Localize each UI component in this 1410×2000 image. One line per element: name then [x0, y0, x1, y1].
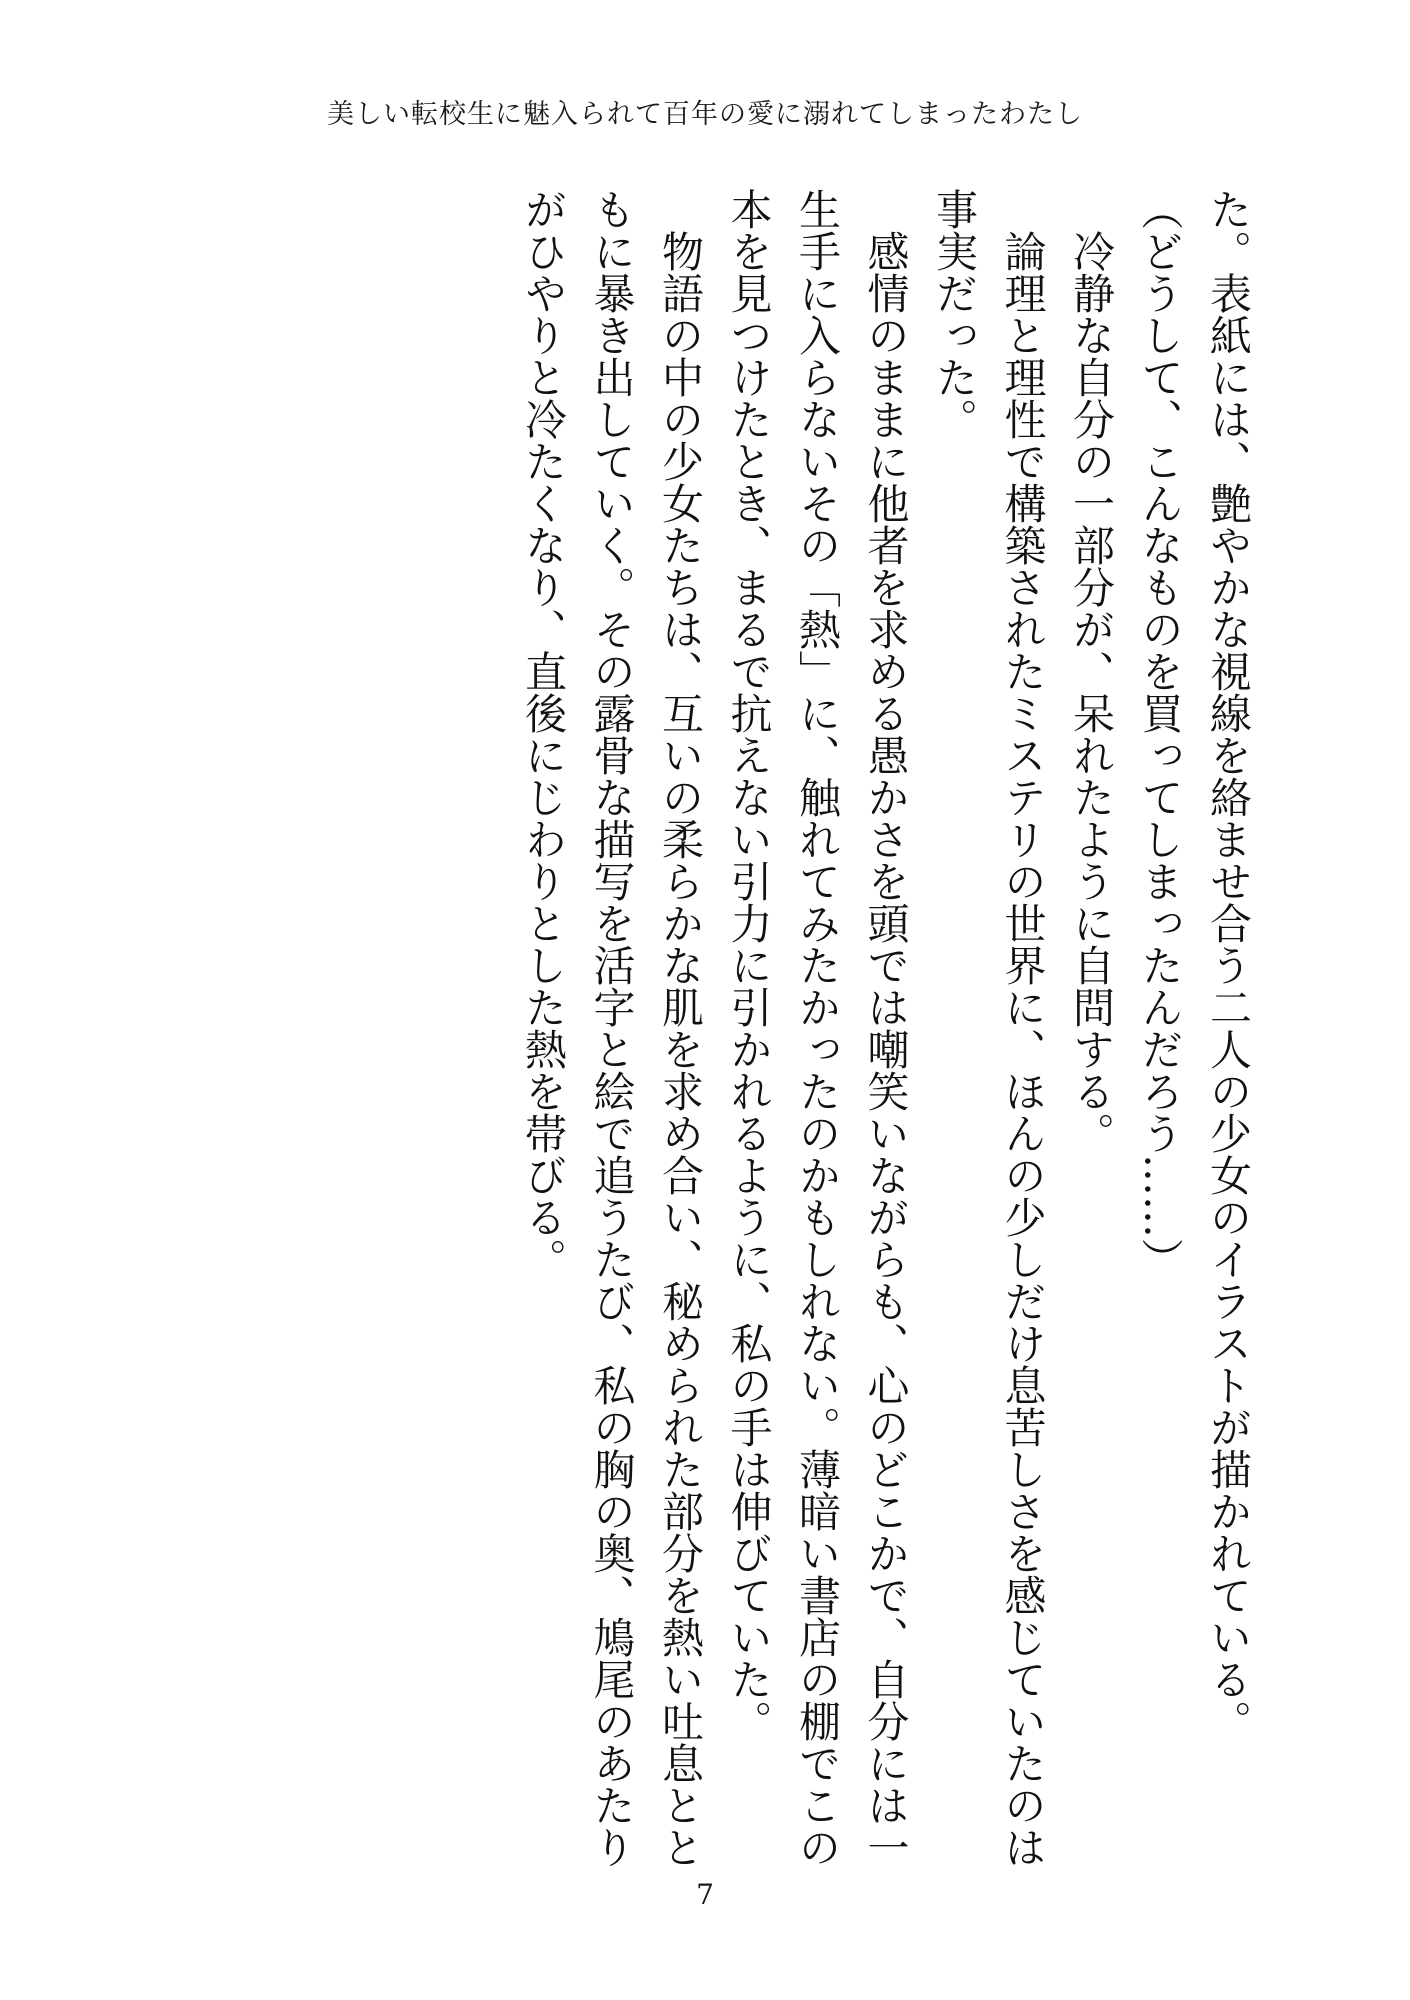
paragraph-continuation: た。表紙には、艶やかな視線を絡ませ合う二人の少女のイラストが描かれている。 [1204, 188, 1253, 1742]
paragraph: 感情のままに他者を求める愚かさを頭では嘲笑いながらも、心のどこかで、自分には一生手に入らないその「熱」に、触れてみたかったのかもしれない。薄暗い書店の棚でこの本を見つけたとき、まるで抗えない引力に引かれるように、私の手は伸びていた。 [724, 188, 911, 1868]
paragraph-inner-thought: （どうして、こんなものを買ってしまったんだろう……） [1135, 188, 1185, 1280]
vertical-body-text [509, 188, 1263, 1868]
paragraph: 物語の中の少女たちは、互いの柔らかな肌を求め合い、秘められた部分を熱い吐息とともに暴き出していく。その露骨な描写を活字と絵で追うたび、私の胸の奥、鳩尾のあたりがひやりと冷たくなり、直後にじわりとした熱を帯びる。 [519, 188, 705, 1868]
running-header-title: 美しい転校生に魅入られて百年の愛に溺れてしまったわたし [327, 99, 1083, 130]
page-number: 7 [696, 1878, 714, 1911]
paragraph: 論理と理性で構築されたミステリの世界に、ほんの少しだけ息苦しさを感じていたのは事実だった。 [930, 188, 1048, 1868]
paragraph: 冷静な自分の一部分が、呆れたように自問する。 [1067, 230, 1116, 1154]
